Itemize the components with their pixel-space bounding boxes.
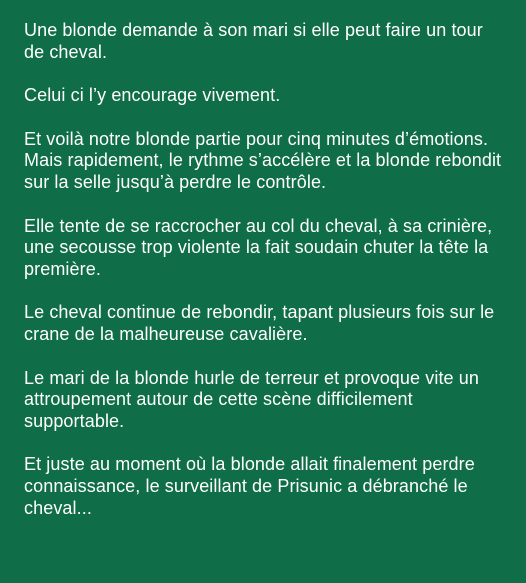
paragraph-encouragement: Celui ci l’y encourage vivement. bbox=[24, 85, 281, 106]
paragraph-fall: Elle tente de se raccrocher au col du cheval, à sa crinière, une secousse trop violente la fait soudain chuter la tête la première. bbox=[24, 215, 493, 279]
paragraph-impact: Le cheval continue de rebondir, tapant plusieurs fois sur le crane de la malheureuse cavalière. bbox=[24, 302, 495, 344]
paragraph-crowd: Le mari de la blonde hurle de terreur et provoque vite un attroupement autour de cette scène difficilement supportable. bbox=[24, 367, 479, 431]
paragraph-punchline: Et juste au moment où la blonde allait finalement perdre connaissance, le surveillant de Prisunic a débranché le cheval... bbox=[24, 454, 475, 518]
paragraph-intro: Une blonde demande à son mari si elle peut faire un tour de cheval. bbox=[24, 20, 483, 62]
paragraph-ride-start: Et voilà notre blonde partie pour cinq minutes d’émotions. Mais rapidement, le rythme s’accélère et la blonde rebondit sur la selle jusqu’à perdre le contrôle. bbox=[24, 128, 502, 192]
